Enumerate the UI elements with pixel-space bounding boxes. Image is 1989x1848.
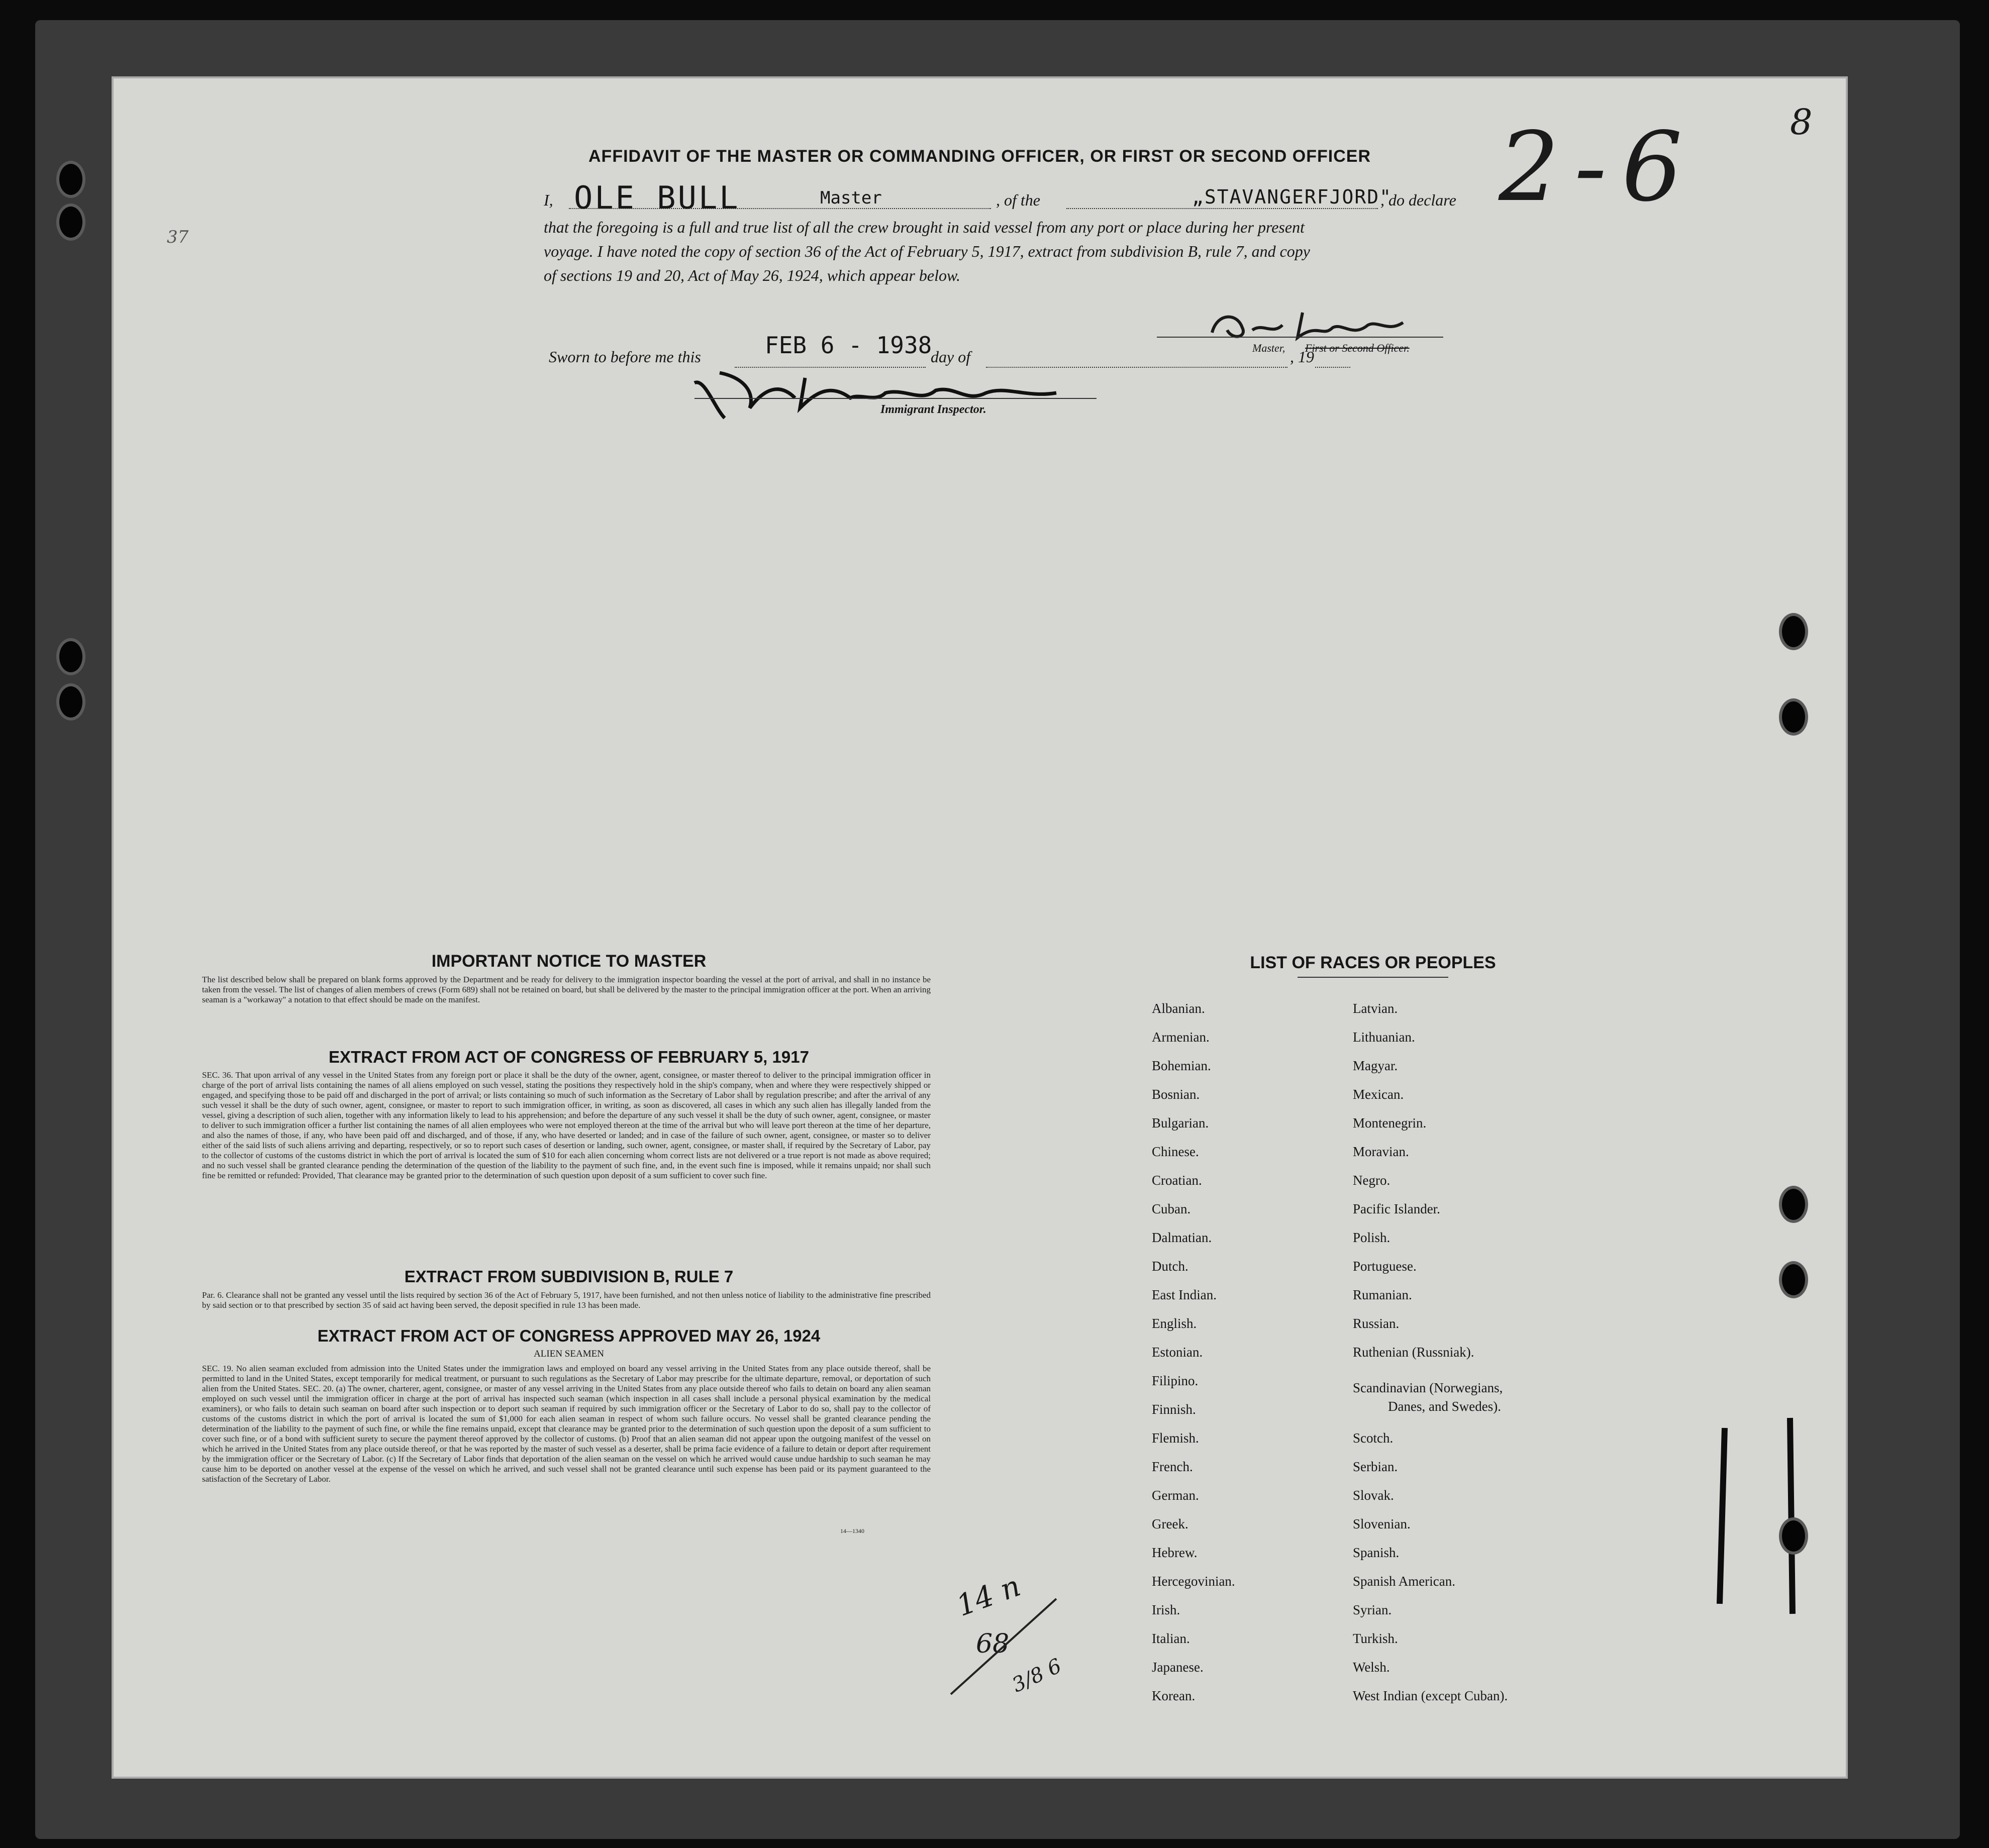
- race-item: Italian.: [1152, 1631, 1190, 1646]
- master-caption: Master,: [1252, 342, 1285, 354]
- form-number: 14—1340: [840, 1527, 864, 1534]
- extract-1917-title: EXTRACT FROM ACT OF CONGRESS OF FEBRUARY 5, 1917: [329, 1048, 809, 1066]
- binder-hole: [56, 683, 85, 721]
- race-item: Ruthenian (Russniak).: [1353, 1345, 1474, 1360]
- sworn-label: Sworn to before me this: [549, 348, 701, 366]
- race-item: Spanish.: [1353, 1545, 1400, 1560]
- vessel-name: „STAVANGERFJORD": [1192, 186, 1393, 208]
- binder-hole: [56, 203, 85, 241]
- handwritten-note: 3/8 6: [1009, 1654, 1065, 1697]
- race-item: Korean.: [1152, 1688, 1196, 1703]
- race-item-continued: Danes, and Swedes).: [1388, 1399, 1501, 1414]
- race-item: Turkish.: [1353, 1631, 1398, 1646]
- race-item: Montenegrin.: [1353, 1115, 1427, 1131]
- binder-hole: [1779, 698, 1808, 736]
- race-item: Portuguese.: [1353, 1259, 1417, 1274]
- binder-hole: [1779, 1517, 1808, 1555]
- race-item: Greek.: [1152, 1516, 1188, 1531]
- rank-field: Master: [820, 188, 882, 208]
- handwritten-slash: [936, 1589, 1066, 1699]
- year-underline: [1315, 367, 1350, 368]
- notice-body: The list described below shall be prepared on blank forms approved by the Department and be ready for delivery to the immigration inspector boarding the vessel at the port of arrival, and shall in no instance be taken from the vessel. The list of changes of alien members of crews (Form 689) shall not be retained on board, but shall be delivered by the master to the principal immigration officer at the port. When an arriving seaman is a "workaway" a notation to that effect should be made on the manifest.: [202, 975, 931, 1004]
- handwritten-note: 14 n: [952, 1568, 1025, 1623]
- affidavit-body-line: that the foregoing is a full and true list of all the crew brought in said vessel from any port or place during her present: [544, 218, 1305, 236]
- race-item: Flemish.: [1152, 1430, 1199, 1446]
- binder-hole: [56, 161, 85, 198]
- race-item: Scandinavian (Norwegians,: [1353, 1380, 1503, 1395]
- vessel-underline: [1066, 208, 1378, 209]
- affidavit-body-line: of sections 19 and 20, Act of May 26, 1924, which appear below.: [544, 266, 960, 284]
- year-label: , 19: [1290, 348, 1314, 366]
- extract-1917-body: SEC. 36. That upon arrival of any vessel in the United States from any foreign port or place it shall be the duty of the owner, agent, consignee, or master thereof to deliver to the principal immigration officer in charge of the port of arrival lists containing the names of all aliens employed on such vessel, stating the positions they respectively hold in the ship's company, when and where they were respectively shipped or engaged, and specifying those to be paid off and discharged in the port of arrival; or lists containing so much of such information as the Secretary of Labor shall by regulation prescribe; and after the arrival of any such vessel it shall be the duty of such owner, agent, consignee, or master to report to such immigration officer, in writing, as soon as discovered, all cases in which any such alien has illegally landed from the vessel, giving a description of such alien, together with any information likely to lead to his apprehension; and before the departure of any such vessel it shall be the duty of such owner, agent, consignee, or master to deliver to such immigration officer a further list containing the names of all alien employees who were not employed thereon at the time of the arrival but who will leave port thereon at the time of her departure, and also the names of those, if any, who have been paid off and discharged, and of those, if any, who have deserted or landed; and in case of the failure of such owner, agent, consignee, or master so to deliver either of the said lists of such aliens arriving and departing, respectively, or so to report such cases of desertion or landing, such owner, agent, consignee, or master shall, if required by the Secretary of Labor, pay to the collector of customs of the customs district in which the port of arrival is located the sum of $10 for each alien concerning whom correct lists are not delivered or a true report is not made as above required; and no such vessel shall be granted clearance pending the determination of the question of the liability to the payment of such fine, and, in the event such fine is imposed, while it remains unpaid; nor shall such fine be remitted or refunded: Provided, That clearance may be granted prior to the determination of such question upon deposit of a sum sufficient to cover such fine.: [202, 1070, 931, 1180]
- race-item: Chinese.: [1152, 1144, 1199, 1159]
- declare-label: , do declare: [1380, 191, 1456, 209]
- extract-rule7-body: Par. 6. Clearance shall not be granted any vessel until the lists required by section 36 of the Act of February 5, 1917, have been furnished, and not then unless notice of liability to the administrative fine prescribed by said section or to that prescribed by section 35 of said act having been served, the deposit specified in rule 13 has been made.: [202, 1290, 931, 1310]
- of-the-label: , of the: [996, 191, 1040, 209]
- master-signature: [1202, 302, 1433, 348]
- affidavit-title: AFFIDAVIT OF THE MASTER OR COMMANDING OFFICER, OR FIRST OR SECOND OFFICER: [588, 147, 1371, 166]
- name-underline: [569, 208, 991, 209]
- race-item: Rumanian.: [1353, 1287, 1412, 1302]
- race-item: German.: [1152, 1488, 1199, 1503]
- binder-hole: [1779, 1261, 1808, 1298]
- struck-officer-caption: First or Second Officer.: [1305, 342, 1410, 354]
- affidavit-body-line: voyage. I have noted the copy of section 36 of the Act of February 5, 1917, extract from subdivision B, rule 7, and copy: [544, 242, 1310, 260]
- race-item: Hebrew.: [1152, 1545, 1198, 1560]
- binder-hole: [1779, 1186, 1808, 1223]
- affidavit-prefix: I,: [544, 191, 553, 209]
- handwritten-note: 68: [976, 1629, 1010, 1659]
- race-item: Croatian.: [1152, 1173, 1202, 1188]
- corner-mark: 8: [1790, 101, 1813, 143]
- race-item: Polish.: [1353, 1230, 1390, 1245]
- extract-1924-body: SEC. 19. No alien seaman excluded from admission into the United States under the immigration laws and employed on board any vessel arriving in the United States from any place outside thereof, shall be permitted to land in the United States, except temporarily for medical treatment, or pursuant to such regulations as the Secretary of Labor may prescribe for the ultimate departure, removal, or deportation of such alien from the United States. SEC. 20. (a) The owner, charterer, agent, consignee, or master of any vessel arriving in the United States from any place outside thereof who fails to detain on board any alien seaman employed on such vessel until the immigration officer in charge at the port of arrival has inspected such seaman (which inspection in all cases shall include a personal physical examination by the medical examiners), or who fails to detain such seaman on board after such inspection or to deport such seaman if required by such immigration officer or the Secretary of Labor to do so, shall pay to the collector of customs of the customs district in which the port of arrival is located the sum of $1,000 for each alien seaman in respect of whom such failure occurs. No vessel shall be granted clearance pending the determination of the liability to the payment of such fine, or while the fine remains unpaid, except that clearance may be granted prior to the determination of such question upon the deposit of a sum sufficient to cover such fine, or of a bond with sufficient surety to secure the payment thereof approved by the collector of customs. (b) Proof that an alien seaman did not appear upon the outgoing manifest of the vessel on which he arrived in the United States from any place outside thereof, or that he was reported by the master of such vessel as a deserter, shall be prima facie evidence of a failure to detain or deport after requirement by the immigration officer or the Secretary of Labor. (c) If the Secretary of Labor finds that deportation of the alien seaman on the vessel on which he arrived would cause undue hardship to such seaman he may cause him to be deported on another vessel at the expense of the vessel on which he arrived, and such vessel shall not be granted clearance until such expense has been paid or its payment guaranteed to the satisfaction of the Secretary of Labor.: [202, 1364, 931, 1484]
- race-item: Magyar.: [1353, 1058, 1398, 1073]
- race-item: Latvian.: [1353, 1001, 1398, 1016]
- inspector-caption: Immigrant Inspector.: [880, 403, 986, 416]
- race-item: Filipino.: [1152, 1373, 1199, 1388]
- race-item: Russian.: [1353, 1316, 1400, 1331]
- race-item: Bosnian.: [1152, 1087, 1200, 1102]
- inspector-signature: [684, 363, 1076, 428]
- race-item: Syrian.: [1353, 1602, 1392, 1617]
- race-item: Dutch.: [1152, 1259, 1188, 1274]
- race-item: Mexican.: [1353, 1087, 1404, 1102]
- sworn-date-stamp: FEB 6 - 1938: [765, 332, 932, 359]
- race-item: East Indian.: [1152, 1287, 1217, 1302]
- race-item: Serbian.: [1353, 1459, 1398, 1474]
- extract-rule7-title: EXTRACT FROM SUBDIVISION B, RULE 7: [404, 1267, 734, 1286]
- alien-seamen-subtitle: ALIEN SEAMEN: [534, 1349, 604, 1359]
- race-item: Negro.: [1353, 1173, 1390, 1188]
- races-title-rule: [1298, 977, 1448, 978]
- race-item: Dalmatian.: [1152, 1230, 1212, 1245]
- handwritten-page-number: 2-6: [1499, 112, 1698, 223]
- binder-hole: [1779, 613, 1808, 650]
- race-item: Slovak.: [1353, 1488, 1394, 1503]
- margin-mark: 37: [167, 227, 189, 247]
- day-of-label: day of: [931, 348, 971, 366]
- race-item: Slovenian.: [1353, 1516, 1411, 1531]
- races-title: LIST OF RACES OR PEOPLES: [1250, 953, 1496, 972]
- race-item: Albanian.: [1152, 1001, 1205, 1016]
- race-item: Bulgarian.: [1152, 1115, 1209, 1131]
- race-item: Bohemian.: [1152, 1058, 1211, 1073]
- binder-hole: [56, 638, 85, 675]
- race-item: Japanese.: [1152, 1660, 1204, 1675]
- race-item: Irish.: [1152, 1602, 1180, 1617]
- race-item: Estonian.: [1152, 1345, 1203, 1360]
- affidavit-page: [112, 76, 1848, 1779]
- master-signature-line: [1157, 337, 1443, 338]
- race-item: French.: [1152, 1459, 1193, 1474]
- race-item: Pacific Islander.: [1353, 1201, 1440, 1216]
- extract-1924-title: EXTRACT FROM ACT OF CONGRESS APPROVED MAY 26, 1924: [317, 1326, 821, 1345]
- master-name: OLE BULL: [574, 179, 740, 216]
- race-item: West Indian (except Cuban).: [1353, 1688, 1508, 1703]
- inspector-signature-line: [694, 398, 1097, 399]
- race-item: Moravian.: [1353, 1144, 1409, 1159]
- race-item: Finnish.: [1152, 1402, 1196, 1417]
- race-item: Welsh.: [1353, 1660, 1390, 1675]
- notice-title: IMPORTANT NOTICE TO MASTER: [431, 952, 707, 971]
- race-item: Cuban.: [1152, 1201, 1191, 1216]
- race-item: Spanish American.: [1353, 1574, 1455, 1589]
- race-item: Armenian.: [1152, 1030, 1210, 1045]
- race-item: Hercegovinian.: [1152, 1574, 1235, 1589]
- race-item: English.: [1152, 1316, 1197, 1331]
- race-item: Lithuanian.: [1353, 1030, 1415, 1045]
- race-item: Scotch.: [1353, 1430, 1394, 1446]
